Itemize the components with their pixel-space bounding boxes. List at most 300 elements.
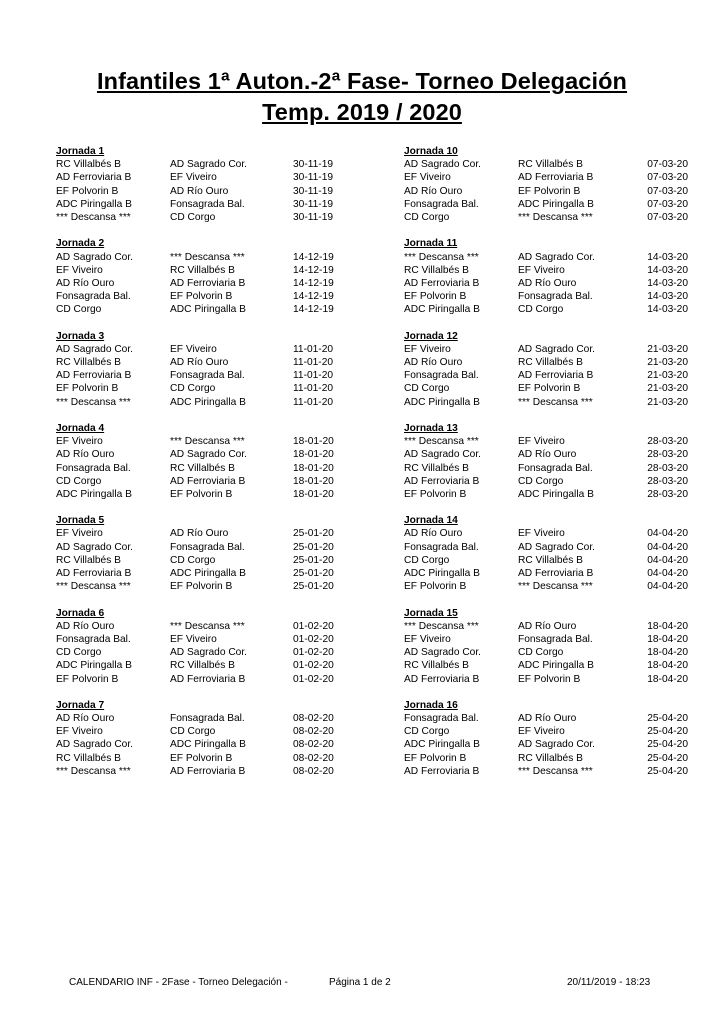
away-team: AD Sagrado Cor. bbox=[170, 449, 248, 461]
matchday-block bbox=[404, 514, 688, 593]
match-date: 11-01-20 bbox=[293, 383, 334, 395]
match-date: 25-04-20 bbox=[647, 713, 688, 725]
match-row bbox=[56, 765, 386, 778]
match-row bbox=[404, 712, 688, 725]
match-row bbox=[56, 620, 386, 633]
match-row bbox=[56, 646, 386, 659]
away-team: EF Polvorin B bbox=[518, 383, 581, 395]
match-row bbox=[56, 580, 386, 593]
match-row bbox=[56, 198, 386, 211]
away-team: *** Descansa *** bbox=[170, 620, 245, 632]
match-row bbox=[404, 646, 688, 659]
away-team: EF Polvorin B bbox=[170, 291, 233, 303]
away-team: *** Descansa *** bbox=[518, 396, 593, 408]
footer-page-number: Página 1 de 2 bbox=[329, 977, 391, 988]
fixtures-column-right bbox=[404, 145, 688, 791]
match-date: 18-04-20 bbox=[647, 647, 688, 659]
matchday-block bbox=[404, 699, 688, 778]
fixtures-column-left bbox=[56, 145, 386, 791]
match-row bbox=[404, 277, 688, 290]
home-team: *** Descansa *** bbox=[56, 211, 131, 223]
match-row bbox=[56, 158, 386, 171]
match-date: 04-04-20 bbox=[647, 554, 688, 566]
home-team: AD Ferroviaria B bbox=[404, 475, 480, 487]
away-team: *** Descansa *** bbox=[170, 436, 245, 448]
match-date: 18-04-20 bbox=[647, 620, 688, 632]
away-team: EF Polvorin B bbox=[518, 673, 581, 685]
matchday-heading: Jornada 7 bbox=[56, 699, 105, 711]
match-row bbox=[56, 435, 386, 448]
match-date: 04-04-20 bbox=[647, 541, 688, 553]
home-team: AD Sagrado Cor. bbox=[404, 449, 482, 461]
match-date: 28-03-20 bbox=[647, 475, 688, 487]
footer-timestamp: 20/11/2019 - 18:23 bbox=[567, 977, 651, 988]
match-row bbox=[56, 382, 386, 395]
match-date: 21-03-20 bbox=[647, 396, 688, 408]
home-team: RC Villalbés B bbox=[56, 752, 121, 764]
away-team: AD Río Ouro bbox=[518, 713, 577, 725]
away-team: ADC Piringalla B bbox=[518, 198, 594, 210]
match-date: 01-02-20 bbox=[293, 660, 334, 672]
footer-document-name: CALENDARIO INF - 2Fase - Torneo Delegación - bbox=[69, 977, 288, 988]
away-team: *** Descansa *** bbox=[518, 765, 593, 777]
home-team: *** Descansa *** bbox=[56, 765, 131, 777]
away-team: Fonsagrada Bal. bbox=[170, 713, 245, 725]
match-row bbox=[404, 765, 688, 778]
matchday-heading: Jornada 15 bbox=[404, 607, 458, 619]
away-team: EF Viveiro bbox=[518, 528, 565, 540]
matchday-block bbox=[56, 145, 386, 224]
away-team: AD Río Ouro bbox=[170, 528, 229, 540]
away-team: RC Villalbés B bbox=[170, 264, 235, 276]
match-date: 18-01-20 bbox=[293, 488, 334, 500]
match-date: 30-11-19 bbox=[293, 159, 334, 171]
match-row bbox=[404, 303, 688, 316]
away-team: RC Villalbés B bbox=[518, 357, 583, 368]
away-team: CD Corgo bbox=[518, 304, 564, 316]
match-date: 07-03-20 bbox=[647, 211, 688, 223]
home-team: ADC Piringalla B bbox=[56, 488, 132, 500]
away-team: RC Villalbés B bbox=[518, 554, 583, 566]
match-date: 25-01-20 bbox=[293, 568, 334, 579]
match-row bbox=[404, 396, 688, 409]
match-date: 07-03-20 bbox=[647, 198, 688, 210]
away-team: AD Río Ouro bbox=[518, 620, 577, 632]
match-row bbox=[404, 567, 688, 580]
match-date: 18-01-20 bbox=[293, 449, 334, 461]
match-row bbox=[56, 303, 386, 316]
away-team: AD Ferroviaria B bbox=[170, 277, 246, 289]
home-team: AD Ferroviaria B bbox=[404, 765, 480, 777]
match-date: 07-03-20 bbox=[647, 185, 688, 197]
home-team: AD Río Ouro bbox=[56, 277, 115, 289]
match-row bbox=[56, 633, 386, 646]
away-team: EF Viveiro bbox=[170, 172, 217, 184]
match-row bbox=[56, 290, 386, 303]
home-team: CD Corgo bbox=[56, 304, 102, 316]
home-team: AD Sagrado Cor. bbox=[56, 251, 134, 263]
match-date: 11-01-20 bbox=[293, 343, 334, 355]
away-team: AD Sagrado Cor. bbox=[170, 159, 248, 171]
match-date: 14-12-19 bbox=[293, 291, 334, 303]
home-team: AD Sagrado Cor. bbox=[404, 159, 482, 171]
match-date: 14-12-19 bbox=[293, 304, 334, 316]
home-team: RC Villalbés B bbox=[404, 264, 469, 276]
match-date: 25-01-20 bbox=[293, 528, 334, 540]
away-team: Fonsagrada Bal. bbox=[170, 541, 245, 553]
away-team: Fonsagrada Bal. bbox=[518, 291, 593, 303]
away-team: AD Ferroviaria B bbox=[518, 172, 594, 184]
away-team: Fonsagrada Bal. bbox=[170, 370, 245, 382]
away-team: AD Río Ouro bbox=[170, 357, 229, 368]
away-team: AD Río Ouro bbox=[170, 185, 229, 197]
away-team: RC Villalbés B bbox=[170, 660, 235, 672]
away-team: EF Polvorin B bbox=[170, 488, 233, 500]
match-date: 08-02-20 bbox=[293, 765, 334, 777]
home-team: AD Río Ouro bbox=[56, 713, 115, 725]
match-date: 25-04-20 bbox=[647, 752, 688, 764]
away-team: AD Ferroviaria B bbox=[170, 475, 246, 487]
match-date: 18-04-20 bbox=[647, 633, 688, 645]
home-team: *** Descansa *** bbox=[404, 620, 479, 632]
away-team: AD Ferroviaria B bbox=[170, 673, 246, 685]
match-row bbox=[404, 673, 688, 686]
home-team: Fonsagrada Bal. bbox=[404, 370, 479, 382]
match-date: 14-12-19 bbox=[293, 277, 334, 289]
home-team: AD Río Ouro bbox=[56, 449, 115, 461]
matchday-heading: Jornada 1 bbox=[56, 146, 105, 157]
match-date: 14-03-20 bbox=[647, 277, 688, 289]
home-team: Fonsagrada Bal. bbox=[404, 541, 479, 553]
match-row bbox=[56, 752, 386, 765]
match-date: 30-11-19 bbox=[293, 198, 334, 210]
away-team: CD Corgo bbox=[170, 554, 216, 566]
match-row bbox=[404, 185, 688, 198]
matchday-heading: Jornada 12 bbox=[404, 330, 458, 342]
match-date: 25-01-20 bbox=[293, 554, 334, 566]
match-row bbox=[56, 659, 386, 672]
home-team: ADC Piringalla B bbox=[56, 198, 132, 210]
home-team: Fonsagrada Bal. bbox=[404, 713, 479, 725]
match-date: 25-01-20 bbox=[293, 541, 334, 553]
match-row bbox=[56, 554, 386, 567]
home-team: AD Sagrado Cor. bbox=[56, 541, 134, 553]
match-date: 01-02-20 bbox=[293, 633, 334, 645]
match-row bbox=[56, 712, 386, 725]
home-team: AD Río Ouro bbox=[404, 528, 463, 540]
home-team: EF Polvorin B bbox=[404, 752, 467, 764]
home-team: ADC Piringalla B bbox=[56, 660, 132, 672]
matchday-block bbox=[404, 237, 688, 316]
match-date: 21-03-20 bbox=[647, 343, 688, 355]
away-team: CD Corgo bbox=[518, 475, 564, 487]
matchday-heading: Jornada 3 bbox=[56, 330, 105, 342]
away-team: EF Viveiro bbox=[518, 264, 565, 276]
match-row bbox=[404, 620, 688, 633]
away-team: RC Villalbés B bbox=[518, 159, 583, 171]
match-date: 14-12-19 bbox=[293, 264, 334, 276]
match-row bbox=[404, 382, 688, 395]
matchday-heading: Jornada 14 bbox=[404, 515, 458, 527]
away-team: AD Río Ouro bbox=[518, 449, 577, 461]
home-team: CD Corgo bbox=[404, 726, 450, 738]
away-team: AD Ferroviaria B bbox=[518, 568, 594, 579]
match-row bbox=[56, 396, 386, 409]
home-team: RC Villalbés B bbox=[404, 660, 469, 672]
matchday-block bbox=[56, 699, 386, 778]
match-row bbox=[56, 673, 386, 686]
home-team: EF Polvorin B bbox=[56, 383, 119, 395]
home-team: *** Descansa *** bbox=[404, 251, 479, 263]
home-team: EF Viveiro bbox=[56, 726, 103, 738]
match-date: 18-04-20 bbox=[647, 673, 688, 685]
home-team: CD Corgo bbox=[404, 383, 450, 395]
match-date: 21-03-20 bbox=[647, 370, 688, 382]
match-date: 08-02-20 bbox=[293, 739, 334, 751]
match-row bbox=[404, 725, 688, 738]
match-row bbox=[404, 633, 688, 646]
match-row bbox=[404, 171, 688, 184]
away-team: EF Viveiro bbox=[518, 436, 565, 448]
home-team: EF Viveiro bbox=[404, 343, 451, 355]
away-team: AD Sagrado Cor. bbox=[518, 343, 596, 355]
away-team: EF Polvorin B bbox=[170, 752, 233, 764]
match-row bbox=[56, 738, 386, 751]
home-team: EF Viveiro bbox=[56, 436, 103, 448]
away-team: ADC Piringalla B bbox=[518, 488, 594, 500]
matchday-block bbox=[56, 330, 386, 409]
match-date: 25-04-20 bbox=[647, 726, 688, 738]
match-row bbox=[56, 541, 386, 554]
home-team: AD Río Ouro bbox=[56, 620, 115, 632]
away-team: EF Viveiro bbox=[170, 633, 217, 645]
home-team: CD Corgo bbox=[404, 554, 450, 566]
match-date: 04-04-20 bbox=[647, 568, 688, 579]
match-row bbox=[56, 277, 386, 290]
match-date: 08-02-20 bbox=[293, 752, 334, 764]
away-team: *** Descansa *** bbox=[170, 251, 245, 263]
home-team: RC Villalbés B bbox=[56, 159, 121, 171]
away-team: AD Sagrado Cor. bbox=[170, 647, 248, 659]
match-row bbox=[56, 462, 386, 475]
away-team: AD Sagrado Cor. bbox=[518, 251, 596, 263]
home-team: EF Viveiro bbox=[56, 528, 103, 540]
home-team: EF Polvorin B bbox=[404, 488, 467, 500]
away-team: AD Río Ouro bbox=[518, 277, 577, 289]
match-date: 18-04-20 bbox=[647, 660, 688, 672]
match-row bbox=[404, 554, 688, 567]
match-date: 30-11-19 bbox=[293, 211, 334, 223]
away-team: EF Polvorin B bbox=[170, 581, 233, 593]
home-team: AD Ferroviaria B bbox=[404, 673, 480, 685]
match-row bbox=[56, 171, 386, 184]
home-team: EF Viveiro bbox=[404, 633, 451, 645]
away-team: ADC Piringalla B bbox=[170, 304, 246, 316]
match-date: 08-02-20 bbox=[293, 726, 334, 738]
match-row bbox=[404, 435, 688, 448]
home-team: *** Descansa *** bbox=[56, 581, 131, 593]
match-date: 11-01-20 bbox=[293, 370, 334, 382]
match-row bbox=[404, 448, 688, 461]
home-team: ADC Piringalla B bbox=[404, 568, 480, 579]
match-date: 18-01-20 bbox=[293, 462, 334, 474]
matchday-heading: Jornada 2 bbox=[56, 238, 105, 250]
matchday-heading: Jornada 5 bbox=[56, 515, 105, 527]
home-team: ADC Piringalla B bbox=[404, 396, 480, 408]
away-team: AD Sagrado Cor. bbox=[518, 739, 596, 751]
match-row bbox=[56, 369, 386, 382]
matchday-heading: Jornada 13 bbox=[404, 422, 458, 434]
match-row bbox=[404, 488, 688, 501]
away-team: AD Ferroviaria B bbox=[518, 370, 594, 382]
match-date: 11-01-20 bbox=[293, 357, 334, 368]
matchday-block bbox=[404, 607, 688, 686]
away-team: Fonsagrada Bal. bbox=[170, 198, 245, 210]
matchday-block bbox=[56, 422, 386, 501]
away-team: *** Descansa *** bbox=[518, 581, 593, 593]
page-title: Infantiles 1ª Auton.-2ª Fase- Torneo Delegación bbox=[96, 68, 628, 94]
away-team: ADC Piringalla B bbox=[518, 660, 594, 672]
away-team: RC Villalbés B bbox=[518, 752, 583, 764]
match-row bbox=[404, 198, 688, 211]
match-row bbox=[56, 264, 386, 277]
match-date: 28-03-20 bbox=[647, 488, 688, 500]
match-date: 28-03-20 bbox=[647, 436, 688, 448]
match-row bbox=[404, 251, 688, 264]
match-date: 14-03-20 bbox=[647, 304, 688, 316]
away-team: Fonsagrada Bal. bbox=[518, 633, 593, 645]
home-team: EF Polvorin B bbox=[404, 581, 467, 593]
match-date: 25-04-20 bbox=[647, 739, 688, 751]
away-team: EF Viveiro bbox=[518, 726, 565, 738]
season-subtitle: Temp. 2019 / 2020 bbox=[262, 99, 462, 125]
match-date: 30-11-19 bbox=[293, 172, 334, 184]
match-row bbox=[404, 356, 688, 369]
match-row bbox=[56, 185, 386, 198]
home-team: ADC Piringalla B bbox=[404, 739, 480, 751]
away-team: EF Polvorin B bbox=[518, 185, 581, 197]
match-row bbox=[404, 738, 688, 751]
matchday-heading: Jornada 16 bbox=[404, 699, 458, 711]
match-row bbox=[56, 343, 386, 356]
home-team: AD Ferroviaria B bbox=[56, 568, 132, 579]
match-row bbox=[56, 251, 386, 264]
home-team: CD Corgo bbox=[56, 647, 102, 659]
home-team: *** Descansa *** bbox=[404, 436, 479, 448]
match-row bbox=[404, 475, 688, 488]
home-team: ADC Piringalla B bbox=[404, 304, 480, 316]
matchday-block bbox=[404, 145, 688, 224]
match-date: 18-01-20 bbox=[293, 436, 334, 448]
match-row bbox=[404, 290, 688, 303]
home-team: Fonsagrada Bal. bbox=[56, 462, 131, 474]
matchday-block bbox=[404, 422, 688, 501]
match-row bbox=[404, 369, 688, 382]
matchday-block bbox=[56, 237, 386, 316]
match-date: 14-12-19 bbox=[293, 251, 334, 263]
match-row bbox=[404, 211, 688, 224]
home-team: AD Río Ouro bbox=[404, 185, 463, 197]
home-team: RC Villalbés B bbox=[404, 462, 469, 474]
match-row bbox=[404, 462, 688, 475]
away-team: *** Descansa *** bbox=[518, 211, 593, 223]
matchday-heading: Jornada 6 bbox=[56, 607, 105, 619]
match-date: 11-01-20 bbox=[293, 396, 334, 408]
home-team: EF Viveiro bbox=[404, 172, 451, 184]
match-date: 08-02-20 bbox=[293, 713, 334, 725]
home-team: CD Corgo bbox=[56, 475, 102, 487]
home-team: EF Polvorin B bbox=[56, 673, 119, 685]
home-team: CD Corgo bbox=[404, 211, 450, 223]
match-row bbox=[404, 541, 688, 554]
home-team: AD Sagrado Cor. bbox=[56, 343, 134, 355]
home-team: Fonsagrada Bal. bbox=[56, 633, 131, 645]
match-date: 04-04-20 bbox=[647, 581, 688, 593]
match-row bbox=[404, 343, 688, 356]
match-date: 01-02-20 bbox=[293, 673, 334, 685]
home-team: AD Río Ouro bbox=[404, 357, 463, 368]
match-row bbox=[56, 527, 386, 540]
home-team: RC Villalbés B bbox=[56, 357, 121, 368]
home-team: AD Ferroviaria B bbox=[56, 370, 132, 382]
home-team: AD Ferroviaria B bbox=[404, 277, 480, 289]
home-team: AD Ferroviaria B bbox=[56, 172, 132, 184]
match-date: 01-02-20 bbox=[293, 647, 334, 659]
away-team: ADC Piringalla B bbox=[170, 396, 246, 408]
matchday-heading: Jornada 10 bbox=[404, 146, 458, 157]
match-date: 21-03-20 bbox=[647, 357, 688, 368]
match-row bbox=[56, 475, 386, 488]
match-row bbox=[404, 527, 688, 540]
home-team: RC Villalbés B bbox=[56, 554, 121, 566]
home-team: *** Descansa *** bbox=[56, 396, 131, 408]
home-team: AD Sagrado Cor. bbox=[56, 739, 134, 751]
match-row bbox=[56, 567, 386, 580]
away-team: EF Viveiro bbox=[170, 343, 217, 355]
away-team: RC Villalbés B bbox=[170, 462, 235, 474]
home-team: AD Sagrado Cor. bbox=[404, 647, 482, 659]
match-row bbox=[404, 264, 688, 277]
home-team: EF Viveiro bbox=[56, 264, 103, 276]
away-team: CD Corgo bbox=[170, 211, 216, 223]
home-team: EF Polvorin B bbox=[56, 185, 119, 197]
away-team: ADC Piringalla B bbox=[170, 568, 246, 579]
home-team: EF Polvorin B bbox=[404, 291, 467, 303]
away-team: CD Corgo bbox=[170, 383, 216, 395]
away-team: Fonsagrada Bal. bbox=[518, 462, 593, 474]
away-team: CD Corgo bbox=[518, 647, 564, 659]
match-date: 28-03-20 bbox=[647, 449, 688, 461]
home-team: Fonsagrada Bal. bbox=[404, 198, 479, 210]
match-date: 07-03-20 bbox=[647, 159, 688, 171]
match-date: 14-03-20 bbox=[647, 264, 688, 276]
match-date: 30-11-19 bbox=[293, 185, 334, 197]
match-date: 04-04-20 bbox=[647, 528, 688, 540]
matchday-block bbox=[56, 514, 386, 593]
match-row bbox=[56, 211, 386, 224]
match-row bbox=[56, 488, 386, 501]
match-date: 25-01-20 bbox=[293, 581, 334, 593]
match-row bbox=[404, 752, 688, 765]
match-date: 18-01-20 bbox=[293, 475, 334, 487]
match-date: 21-03-20 bbox=[647, 383, 688, 395]
match-row bbox=[404, 580, 688, 593]
match-row bbox=[56, 725, 386, 738]
match-date: 14-03-20 bbox=[647, 251, 688, 263]
match-date: 07-03-20 bbox=[647, 172, 688, 184]
match-date: 01-02-20 bbox=[293, 620, 334, 632]
matchday-heading: Jornada 4 bbox=[56, 422, 105, 434]
